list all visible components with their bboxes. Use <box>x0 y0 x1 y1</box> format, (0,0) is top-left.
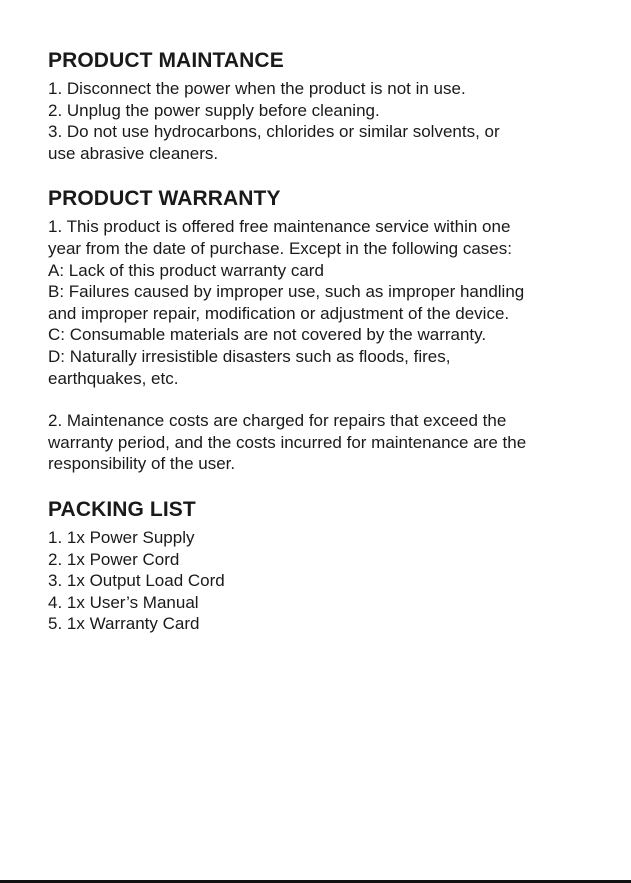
packing-section <box>48 497 588 635</box>
warranty-case-d: D: Naturally irresistible disasters such as floods, fires, earthquakes, etc. <box>48 346 451 388</box>
packing-item-3: 3. 1x Output Load Cord <box>48 571 225 591</box>
warranty-item-2: 2. Maintenance costs are charged for repairs that exceed the warranty period, and the costs incurred for maintenance are the responsibility of the user. <box>48 411 527 474</box>
maintenance-item-3: 3. Do not use hydrocarbons, chlorides or similar solvents, or use abrasive cleaners. <box>48 122 500 163</box>
warranty-item-1-intro: 1. This product is offered free maintenance service within one year from the date of purchase. Except in the following cases: <box>48 217 512 258</box>
maintenance-section <box>48 48 588 164</box>
paragraph-spacer <box>48 389 588 410</box>
packing-item-1: 1. 1x Power Supply <box>48 527 195 547</box>
warranty-case-c: C: Consumable materials are not covered by the warranty. <box>48 325 487 345</box>
packing-item-4: 4. 1x User’s Manual <box>48 592 199 612</box>
warranty-case-a: A: Lack of this product warranty card <box>48 260 324 280</box>
maintenance-heading: PRODUCT MAINTANCE <box>48 49 284 72</box>
maintenance-item-1: 1. Disconnect the power when the product is not in use. <box>48 79 466 98</box>
packing-item-2: 2. 1x Power Cord <box>48 549 180 569</box>
warranty-heading: PRODUCT WARRANTY <box>48 187 281 211</box>
warranty-case-b: B: Failures caused by improper use, such as improper handling and improper repair, modification or adjustment of the device. <box>48 282 525 323</box>
packing-item-5: 5. 1x Warranty Card <box>48 614 200 634</box>
manual-page <box>48 48 588 655</box>
maintenance-item-2: 2. Unplug the power supply before cleaning. <box>48 100 380 120</box>
packing-heading: PACKING LIST <box>48 497 196 521</box>
warranty-section <box>48 186 588 475</box>
